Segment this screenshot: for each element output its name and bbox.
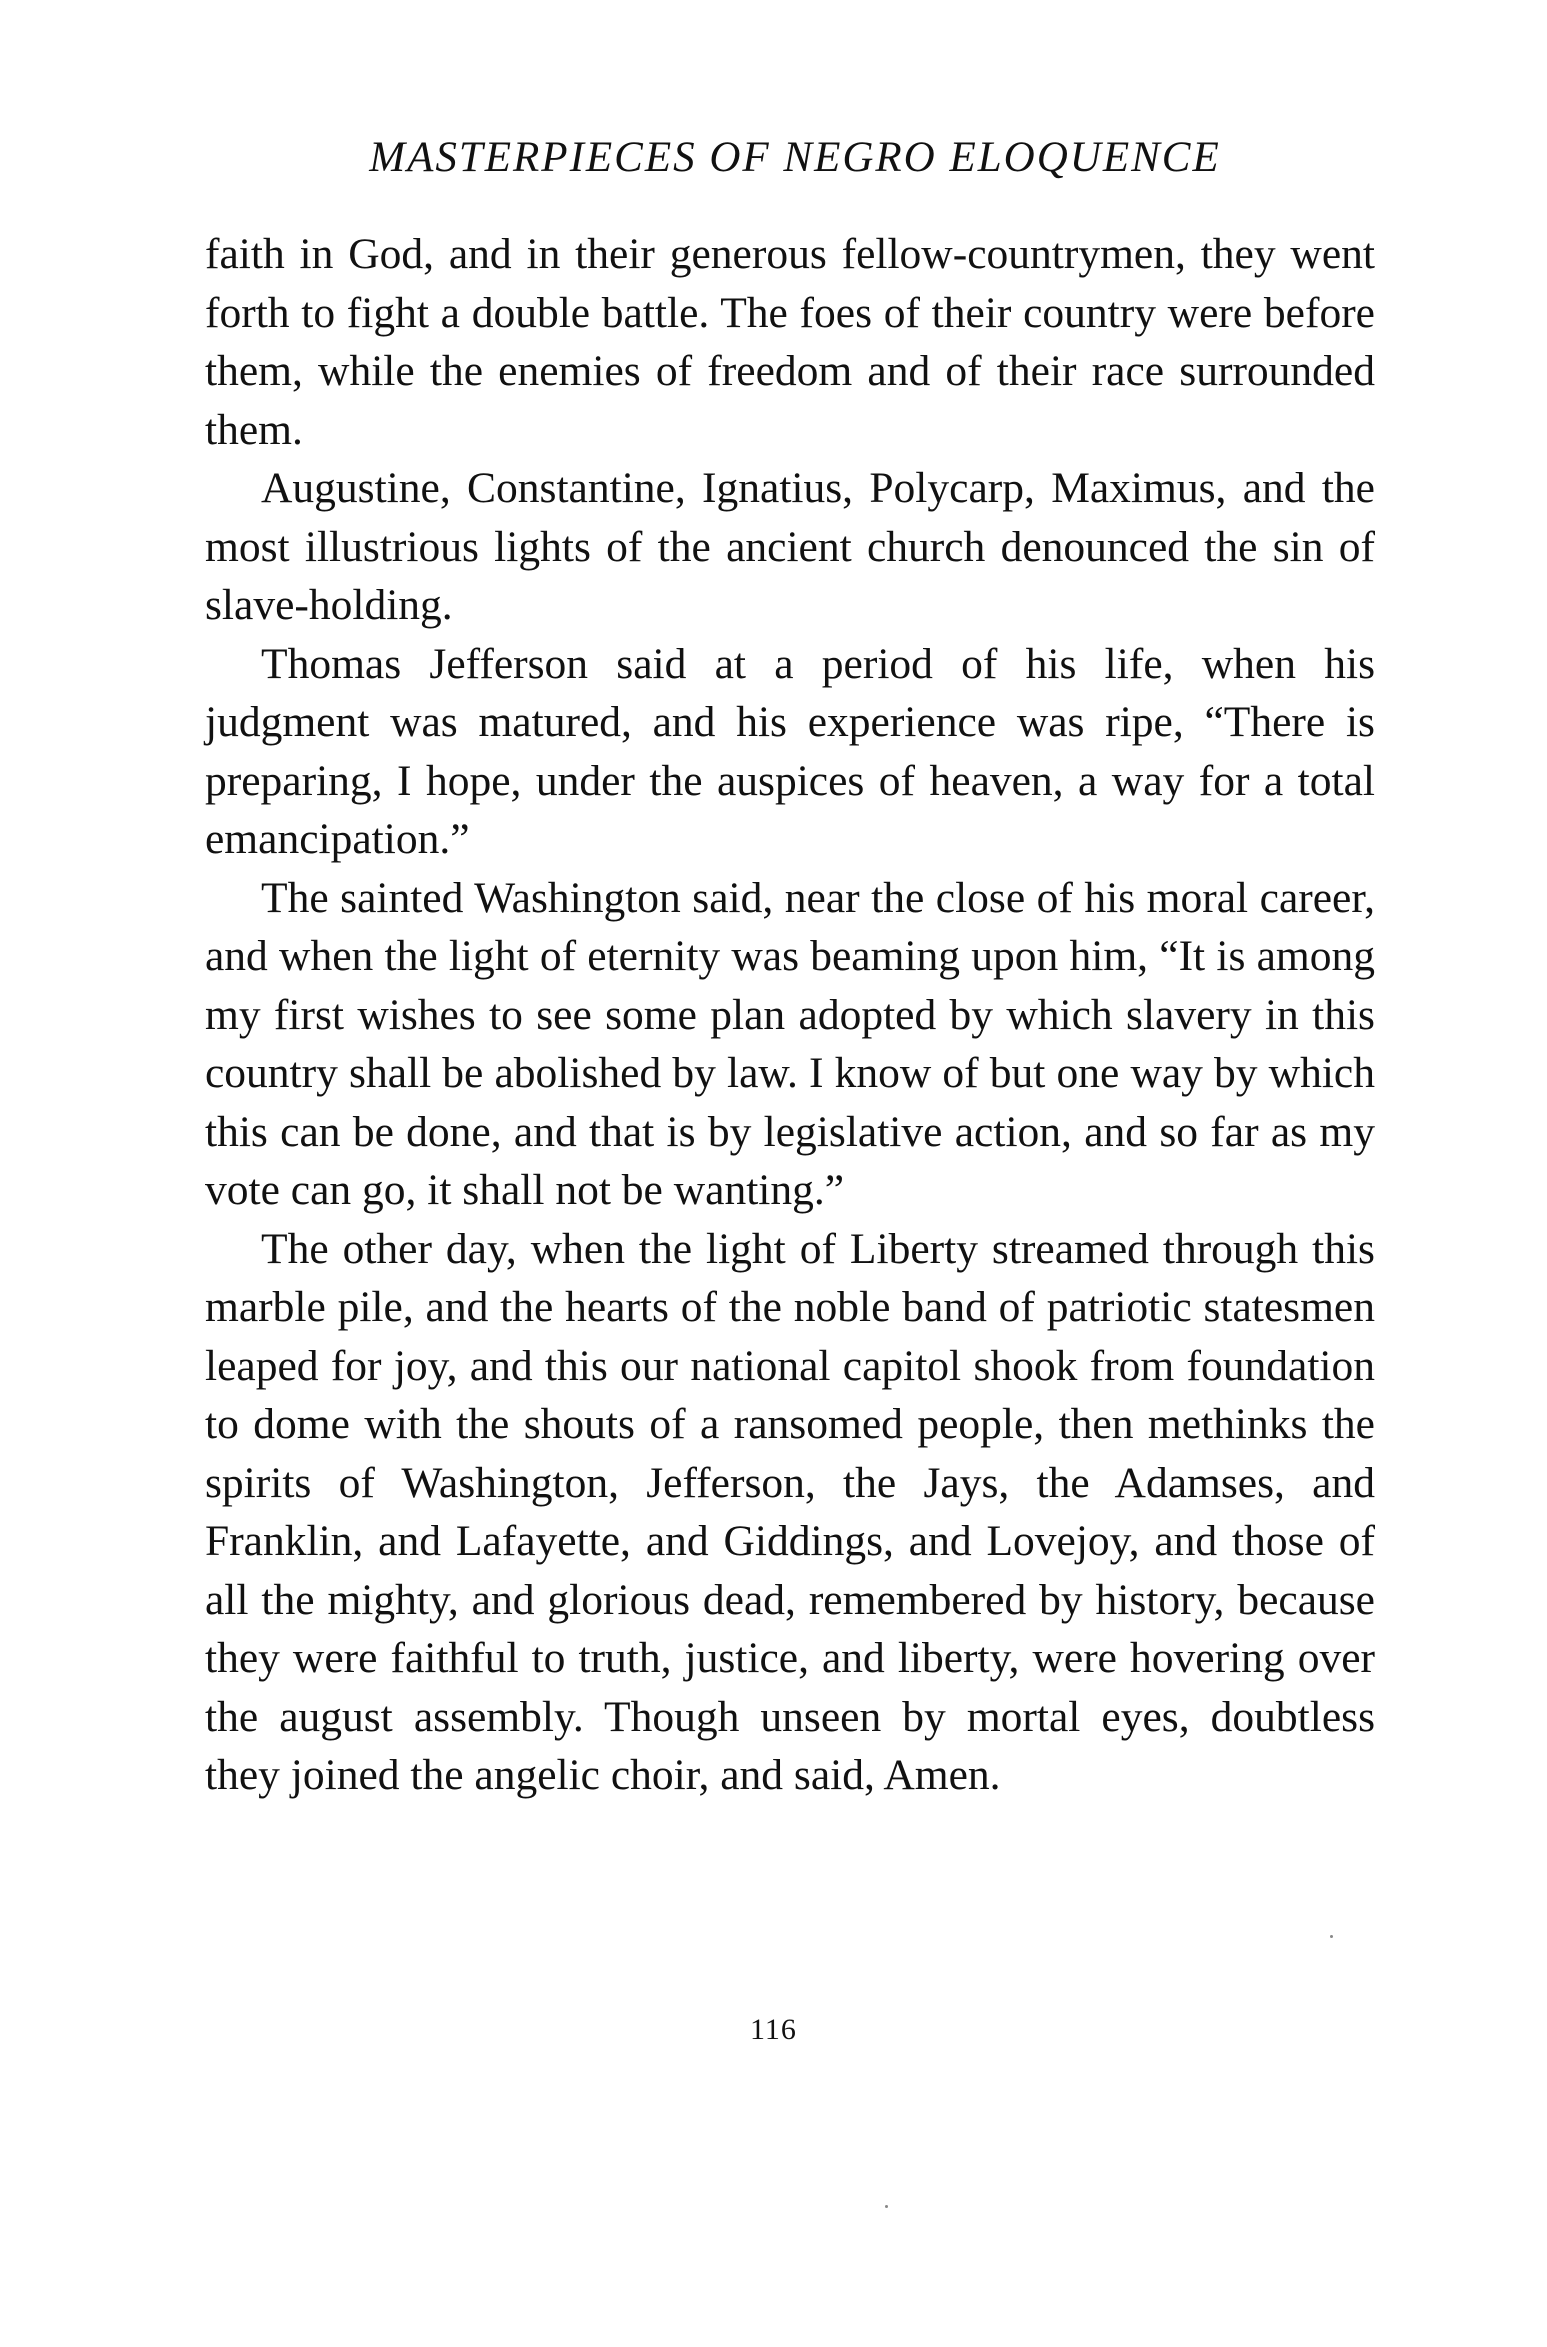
paragraph: Thomas Jefferson said at a period of his life, when his judgment was matured, and his experience was ripe, “There is preparing, I hope, under the auspices of heaven, a way for a total emancipation.”	[205, 639, 1375, 863]
paragraph: The sainted Washington said, near the close of his moral career, and when the light of eternity was beaming upon him, “It is among my first wishes to see some plan adopted by which slavery in this country shall be abolished by law. I know of but one way by which this can be done, and that is by legislative action, and so far as my vote can go, it shall not be wanting.”	[205, 873, 1375, 1214]
running-head: MASTERPIECES OF NEGRO ELOQUENCE	[369, 134, 1221, 181]
paper-speck	[885, 2205, 888, 2208]
paragraph: faith in God, and in their generous fellow-countrymen, they went forth to fight a double battle. The foes of their country were before them, while the enemies of freedom and of their race surrounded them.	[205, 230, 1375, 454]
body-text	[205, 225, 1375, 1805]
paper-speck	[1330, 1935, 1333, 1938]
paragraph: Augustine, Constantine, Ignatius, Polycarp, Maximus, and the most illustrious lights of the ancient church denounced the sin of slave-holding.	[205, 464, 1375, 629]
page-number: 116	[750, 2013, 797, 2046]
paragraph: The other day, when the light of Liberty streamed through this marble pile, and the hearts of the noble band of patriotic statesmen leaped for joy, and this our national capitol shook from foundation to dome with the shouts of a ransomed people, then methinks the spirits of Washington, Jefferson, the Jays, the Adamses, and Franklin, and Lafayette, and Giddings, and Lovejoy, and those of all the mighty, and glorious dead, remembered by history, because they were faithful to truth, justice, and liberty, were hovering over the august assembly. Though unseen by mortal eyes, doubtless they joined the angelic choir, and said, Amen.	[205, 1224, 1375, 1799]
